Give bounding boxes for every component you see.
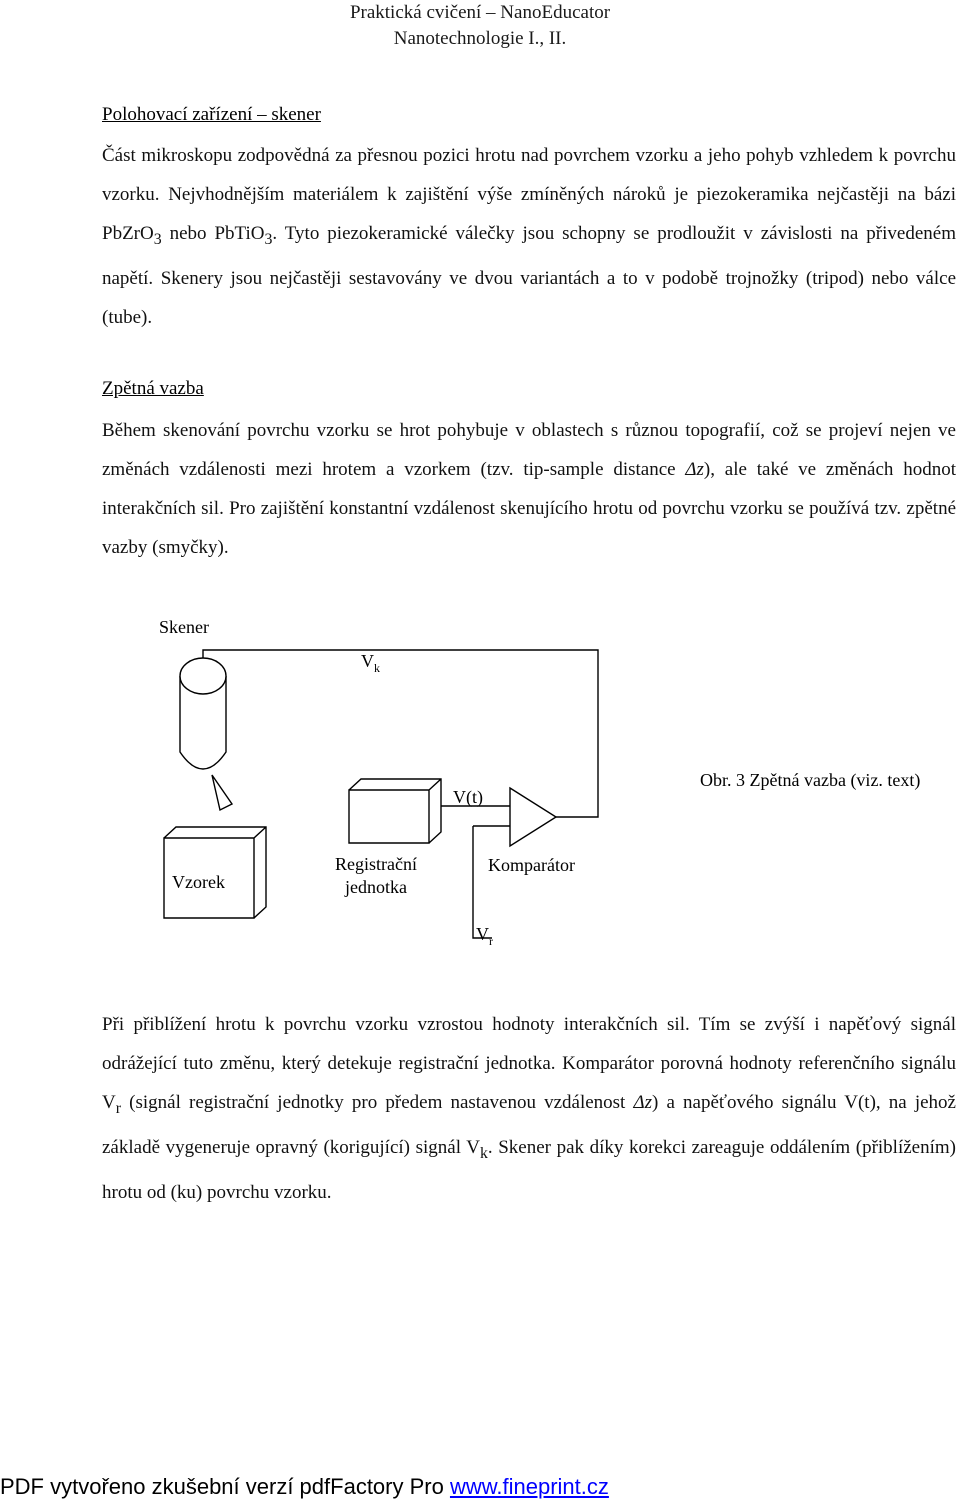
- figure-caption: Obr. 3 Zpětná vazba (viz. text): [700, 770, 921, 790]
- text-run: . Tyto piezokeramické válečky jsou schopny se prodloužit v závislosti na přivedeném napětí. Skenery jsou nejčastěji sestavovány ve dvou variantách a to v podobě trojnožky (tripod) nebo válce (tube).: [102, 223, 956, 328]
- text-run: (signál registrační jednotky pro předem nastavenou vzdálenost: [121, 1092, 634, 1113]
- vk-feedback-line: [203, 650, 598, 817]
- text-run: Během skenování povrchu vzorku se hrot pohybuje v oblastech s různou topografií, což se projeví nejen ve změnách vzdálenosti mezi hrotem a vzorkem (tzv. tip-sample distance: [102, 420, 956, 480]
- label-vt: V(t): [453, 787, 483, 807]
- paragraph-komparator: [102, 1005, 956, 1212]
- footer-link[interactable]: www.fineprint.cz: [449, 1474, 609, 1499]
- delta-z: Δz: [685, 459, 704, 480]
- label-vzorek: Vzorek: [172, 872, 225, 892]
- feedback-diagram: [0, 600, 960, 960]
- label-registracni: Registrační: [335, 854, 417, 874]
- subscript: r: [115, 1099, 122, 1117]
- label-komparator: Komparátor: [488, 855, 575, 875]
- text-run: nebo PbTiO: [161, 223, 265, 244]
- text-run: Při přiblížení hrotu k povrchu vzorku vzrostou hodnoty interakčních sil. Tím se zvýší i napěťový signál odrážející tuto změnu, který detekuje registrační jednotka. Komparátor porovná hodnoty referenčního signálu V: [102, 1014, 956, 1113]
- header-line-1: Praktická cvičení – NanoEducator: [349, 2, 611, 23]
- section-heading-skener: Polohovací zařízení – skener: [102, 104, 321, 125]
- label-vk: $V_k$: [361, 651, 380, 675]
- subscript: 3: [264, 230, 273, 248]
- label-skener: Skener: [159, 617, 209, 637]
- label-jednotka: jednotka: [345, 877, 407, 897]
- section-heading-zpetna-vazba: Zpětná vazba: [102, 378, 204, 399]
- comparator-triangle: [510, 788, 556, 846]
- label-vr: $V_r$: [476, 924, 493, 948]
- paragraph-skener: [102, 136, 956, 337]
- text-run: . Skener pak díky korekci zareaguje oddálením (přiblížením) hrotu od (ku) povrchu vzorku.: [102, 1136, 956, 1203]
- delta-z: Δz: [633, 1092, 653, 1113]
- paragraph-zpetna-vazba: [102, 411, 956, 567]
- probe-tip: [212, 775, 232, 810]
- diagram-svg: [0, 600, 960, 960]
- vr-line: [473, 826, 492, 938]
- pdf-footer: [0, 1474, 960, 1500]
- subscript: k: [479, 1144, 488, 1162]
- text-run: ), ale také ve změnách hodnot interakčních sil. Pro zajištění konstantní vzdálenost skenujícího hrotu od povrchu vzorku se používá tzv. zpětné vazby (smyčky).: [102, 459, 956, 558]
- text-run: ) a napěťového signálu V(t), na jehož základě vygeneruje opravný (korigující) signál V: [102, 1092, 956, 1158]
- scanner-top-ellipse: [180, 658, 226, 694]
- footer-text: PDF vytvořeno zkušební verzí pdfFactory Pro: [0, 1474, 450, 1499]
- subscript: 3: [153, 230, 162, 248]
- header-line-2: Nanotechnologie I., II.: [393, 28, 567, 49]
- text-run: Část mikroskopu zodpovědná za přesnou pozici hrotu nad povrchem vzorku a jeho pohyb vzhledem k povrchu vzorku. Nejvhodnějším materiálem k zajištění výše zmíněných nároků je piezokeramika nejčastěji na bázi PbZrO: [102, 145, 956, 244]
- registration-box: [349, 779, 441, 843]
